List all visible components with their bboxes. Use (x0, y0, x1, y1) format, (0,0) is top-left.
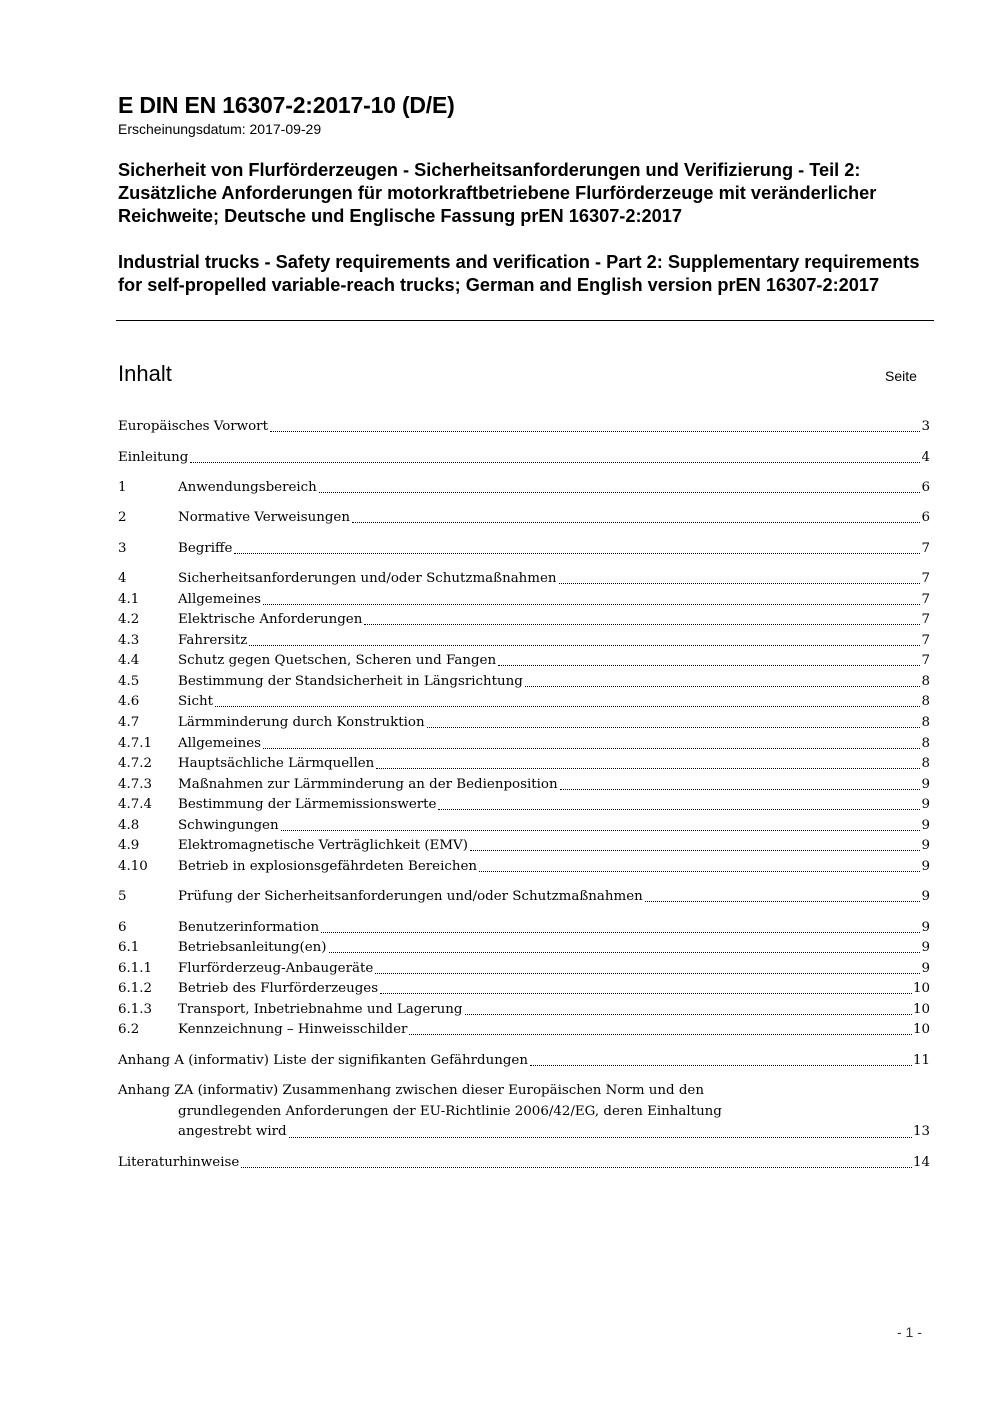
toc-entry-title: Lärmminderung durch Konstruktion (178, 715, 425, 730)
toc-entry-title: Transport, Inbetriebnahme und Lagerung (178, 1002, 463, 1017)
toc-annex-za-line3: angestrebt wird (178, 1124, 287, 1139)
toc-entry-page: 8 (921, 715, 930, 730)
toc-entry-number: 4.7.1 (118, 736, 153, 751)
toc-leader-dots (263, 590, 920, 605)
toc-entry-line (178, 672, 930, 692)
toc-entry-title: Normative Verweisungen (178, 510, 350, 525)
toc-entry[interactable] (118, 816, 930, 836)
toc-bibliography-title: Literaturhinweise (118, 1155, 240, 1170)
toc-entry-annex-za[interactable] (118, 1081, 930, 1143)
toc-leader-dots (427, 713, 921, 728)
title-english: Industrial trucks - Safety requirements and verification - Part 2: Supplementary requirements for self-propelled variable-reach trucks; German and English version prEN 16307-2:2017 (118, 252, 920, 295)
toc-entry-number: 4 (118, 571, 127, 586)
toc-entry-number: 6.2 (118, 1022, 140, 1037)
toc-entry[interactable] (118, 1051, 930, 1071)
toc-entry[interactable] (118, 692, 930, 712)
toc-entry-line (178, 631, 930, 651)
toc-entry-number: 5 (118, 889, 127, 904)
toc-entry-number: 4.3 (118, 633, 140, 648)
toc-entry-title: Begriffe (178, 541, 233, 556)
title-german: Sicherheit von Flurförderzeugen - Sicherheitsanforderungen und Verifizierung - Teil 2: Zusätzliche Anforderungen für motorkraftbetriebene Flurförderzeuge mit veränderlicher Reichweite; Deutsche und Englische Fassung prEN 16307-2:2017 (118, 160, 877, 226)
toc-entry-page: 9 (921, 777, 930, 792)
toc-entry-page: 7 (921, 541, 930, 556)
toc-leader-dots (281, 816, 921, 831)
toc-entry-line (178, 918, 930, 938)
toc-entry-page: 6 (921, 510, 930, 525)
toc-entry-page: 8 (921, 756, 930, 771)
toc-entry-number: 6.1.1 (118, 961, 153, 976)
toc-page-column-label: Seite (885, 368, 917, 384)
toc-leader-dots (409, 1020, 912, 1035)
toc-entry-number: 4.7.2 (118, 756, 153, 771)
toc-entry-number: 6.1.3 (118, 1002, 153, 1017)
toc-entry-bibliography[interactable] (118, 1153, 930, 1173)
toc-entry-title: Europäisches Vorwort (118, 419, 268, 434)
toc-entry-line (178, 1020, 930, 1040)
toc-entry-line (178, 887, 930, 907)
toc-entry[interactable] (118, 569, 930, 589)
publication-date: Erscheinungsdatum: 2017-09-29 (118, 121, 322, 137)
toc-entry-number: 4.7.3 (118, 777, 153, 792)
toc-entry-number: 6.1 (118, 940, 140, 955)
toc-entry-number: 4.5 (118, 674, 140, 689)
toc-entry[interactable] (118, 836, 930, 856)
toc-entry-page: 10 (912, 1022, 930, 1037)
toc-entry-number: 4.1 (118, 592, 140, 607)
toc-leader-dots (559, 569, 921, 584)
toc-entry-number: 6 (118, 920, 127, 935)
toc-entry-page: 9 (921, 838, 930, 853)
toc-entry[interactable] (118, 631, 930, 651)
toc-annex-za-page: 13 (912, 1124, 930, 1139)
toc-entry-page: 8 (921, 694, 930, 709)
toc-entry-page: 9 (921, 818, 930, 833)
toc-entry-page: 6 (921, 480, 930, 495)
toc-entry-title: Bestimmung der Standsicherheit in Längsrichtung (178, 674, 523, 689)
toc-entry-page: 7 (921, 592, 930, 607)
toc-entry-page: 7 (921, 571, 930, 586)
toc-entry-page: 8 (921, 674, 930, 689)
toc-annex-za-line2: grundlegenden Anforderungen der EU-Richtlinie 2006/42/EG, deren Einhaltung (178, 1103, 722, 1119)
toc-entry-page: 4 (921, 450, 930, 465)
toc-leader-dots (530, 1051, 912, 1066)
toc-bibliography-page: 14 (912, 1155, 930, 1170)
toc-entry-line (178, 508, 930, 528)
toc-entry-page: 9 (921, 859, 930, 874)
toc-entry[interactable] (118, 610, 930, 630)
toc-leader-dots (560, 775, 921, 790)
toc-entry-title: Allgemeines (178, 592, 262, 607)
toc-leader-dots (352, 508, 921, 523)
toc-entry-number: 4.4 (118, 653, 140, 668)
toc-entry-page: 7 (921, 633, 930, 648)
toc-entry-title: Anhang A (informativ) Liste der signifikanten Gefährdungen (118, 1053, 528, 1068)
toc-entry-title: Betriebsanleitung(en) (178, 940, 327, 955)
toc-entry[interactable] (118, 959, 930, 979)
page-number: - 1 - (897, 1324, 922, 1340)
toc-entry-title: Hauptsächliche Lärmquellen (178, 756, 375, 771)
toc-entry[interactable] (118, 857, 930, 877)
toc-entry-line (178, 692, 930, 712)
toc-entry-line (178, 651, 930, 671)
title-rule (116, 320, 934, 321)
toc-entry[interactable] (118, 651, 930, 671)
toc-entry-line (178, 734, 930, 754)
toc-entry-number: 4.10 (118, 859, 148, 874)
toc-entry-title: Sicht (178, 694, 213, 709)
toc-leader-dots (376, 754, 920, 769)
toc-entry-title: Maßnahmen zur Lärmminderung an der Bedienposition (178, 777, 558, 792)
toc-leader-dots (645, 887, 921, 902)
toc-entry-line (118, 417, 930, 437)
toc-leader-dots (215, 692, 921, 707)
toc-leader-dots (249, 631, 920, 646)
toc-entry-title: Schutz gegen Quetschen, Scheren und Fangen (178, 653, 497, 668)
toc-entry-title: Elektromagnetische Verträglichkeit (EMV) (178, 838, 468, 853)
toc-entry-title: Betrieb in explosionsgefährdeten Bereichen (178, 859, 478, 874)
toc-entry-number: 4.7.4 (118, 797, 153, 812)
toc-leader-dots (263, 734, 920, 749)
toc-leader-dots (234, 539, 920, 554)
toc-entry-title: Betrieb des Flurförderzeuges (178, 981, 379, 996)
toc-entry-page: 9 (921, 797, 930, 812)
toc-entry-title: Schwingungen (178, 818, 279, 833)
document-id: E DIN EN 16307-2:2017-10 (D/E) (118, 92, 455, 118)
toc-leader-dots (319, 478, 921, 493)
toc-entry-page: 11 (912, 1053, 930, 1068)
toc-leader-dots (498, 651, 920, 666)
toc-entry-number: 6.1.2 (118, 981, 153, 996)
toc-heading: Inhalt (118, 361, 172, 386)
toc-entry-title: Benutzerinformation (178, 920, 320, 935)
toc-entry-line (178, 816, 930, 836)
toc-entry[interactable] (118, 590, 930, 610)
toc-entry[interactable] (118, 508, 930, 528)
toc-entry-number: 1 (118, 480, 127, 495)
toc-leader-dots (479, 857, 920, 872)
toc-entry-line (178, 979, 930, 999)
toc-entry-page: 10 (912, 981, 930, 996)
toc-entry[interactable] (118, 938, 930, 958)
toc-entry-line (118, 448, 930, 468)
toc-entry-line (178, 610, 930, 630)
toc-entry-title: Allgemeines (178, 736, 262, 751)
toc-entry-title: Bestimmung der Lärmemissionswerte (178, 797, 437, 812)
toc-entry-title: Kennzeichnung – Hinweisschilder (178, 1022, 408, 1037)
toc-entry[interactable] (118, 775, 930, 795)
toc-leader-dots (364, 610, 920, 625)
toc-entry-number: 3 (118, 541, 127, 556)
toc-entry[interactable] (118, 478, 930, 498)
toc-entry-line (178, 539, 930, 559)
toc-entry[interactable] (118, 795, 930, 815)
toc-entry-title: Elektrische Anforderungen (178, 612, 363, 627)
toc-entry-page: 7 (921, 653, 930, 668)
toc-leader-dots (321, 918, 920, 933)
toc-entry[interactable] (118, 1020, 930, 1040)
toc-leader-dots (375, 959, 920, 974)
toc-entry[interactable] (118, 1000, 930, 1020)
toc-entry-line (178, 938, 930, 958)
toc-entry-page: 9 (921, 961, 930, 976)
toc-entry-line (178, 1000, 930, 1020)
toc-entry-page: 9 (921, 940, 930, 955)
toc-entry-title: Anwendungsbereich (178, 480, 317, 495)
toc-entry-title: Prüfung der Sicherheitsanforderungen und/oder Schutzmaßnahmen (178, 889, 643, 904)
toc-entry-page: 3 (921, 419, 930, 434)
toc-entry-line (178, 836, 930, 856)
toc-entry-number: 4.2 (118, 612, 140, 627)
toc-entry-line (178, 959, 930, 979)
toc-leader-dots (289, 1122, 912, 1138)
toc-entry-page: 9 (921, 889, 930, 904)
toc-entry-title: Sicherheitsanforderungen und/oder Schutzmaßnahmen (178, 571, 557, 586)
toc-entry-number: 4.7 (118, 715, 140, 730)
toc-entry[interactable] (118, 417, 930, 437)
toc-entry-line (178, 795, 930, 815)
toc-leader-dots (190, 448, 920, 463)
toc-entry-number: 4.8 (118, 818, 140, 833)
toc-entry-number: 2 (118, 510, 127, 525)
toc-entry-line (178, 857, 930, 877)
toc-entry-line (178, 478, 930, 498)
toc-leader-dots (329, 938, 921, 953)
toc-entry-number: 4.9 (118, 838, 140, 853)
toc-entry-line (178, 775, 930, 795)
toc-leader-dots (241, 1153, 912, 1168)
toc-entry-number: 4.6 (118, 694, 140, 709)
toc-entry-title: Fahrersitz (178, 633, 248, 648)
toc-entry[interactable] (118, 887, 930, 907)
toc-entry[interactable] (118, 539, 930, 559)
toc-entry-line (178, 569, 930, 589)
toc-entry[interactable] (118, 713, 930, 733)
toc-leader-dots (270, 417, 921, 432)
toc-entry[interactable] (118, 918, 930, 938)
toc-entry[interactable] (118, 448, 930, 468)
toc-leader-dots (465, 1000, 912, 1015)
toc-entry[interactable] (118, 979, 930, 999)
toc-leader-dots (525, 672, 921, 687)
toc-entry-title: Einleitung (118, 450, 189, 465)
toc-leader-dots (380, 979, 912, 994)
toc-leader-dots (438, 795, 920, 810)
toc-entry-page: 8 (921, 736, 930, 751)
toc-entry-title: Flurförderzeug-Anbaugeräte (178, 961, 374, 976)
toc-entry-page: 9 (921, 920, 930, 935)
toc-entry[interactable] (118, 734, 930, 754)
toc-entry-page: 10 (912, 1002, 930, 1017)
toc-entry[interactable] (118, 672, 930, 692)
toc-leader-dots (470, 836, 921, 851)
toc-entry-line (178, 754, 930, 774)
toc-entry[interactable] (118, 754, 930, 774)
toc-annex-za-line1: Anhang ZA (informativ) Zusammenhang zwischen dieser Europäischen Norm und den (118, 1083, 704, 1098)
toc-entry-line (178, 713, 930, 733)
toc-entry-line (178, 590, 930, 610)
toc-entry-line (118, 1051, 930, 1071)
toc-entry-page: 7 (921, 612, 930, 627)
